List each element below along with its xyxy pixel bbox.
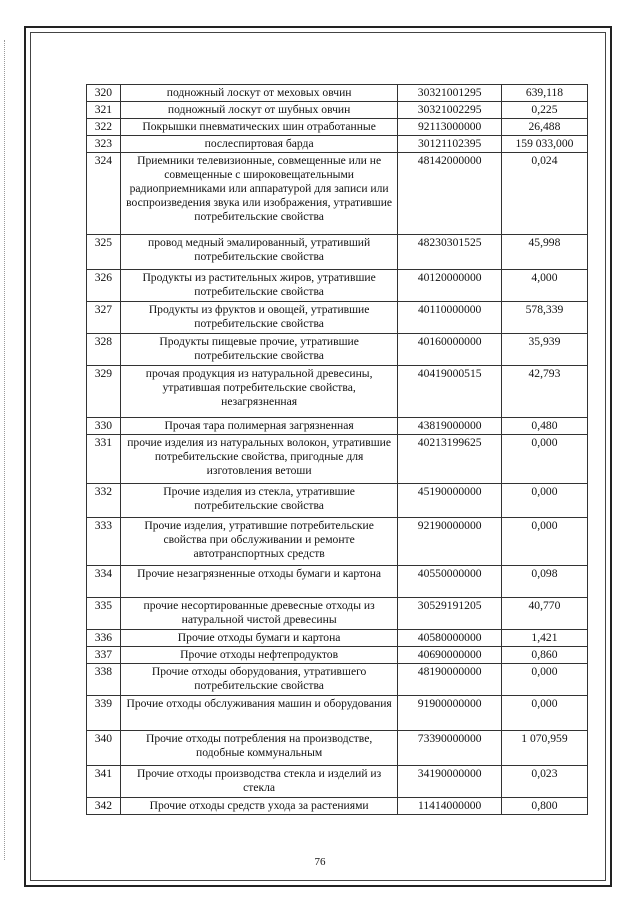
waste-name: Прочие отходы бумаги и картона <box>120 630 398 647</box>
waste-amount: 0,000 <box>501 484 587 518</box>
waste-amount: 42,793 <box>501 366 587 418</box>
waste-name: Прочие отходы средств ухода за растениями <box>120 798 398 815</box>
table-row <box>87 647 588 664</box>
row-number: 338 <box>87 664 121 696</box>
row-number: 339 <box>87 696 121 731</box>
waste-name: Прочие отходы нефтепродуктов <box>120 647 398 664</box>
table-row <box>87 418 588 435</box>
waste-code: 40110000000 <box>398 302 501 334</box>
waste-code: 73390000000 <box>398 731 501 766</box>
table-row <box>87 302 588 334</box>
waste-code: 48190000000 <box>398 664 501 696</box>
waste-name: Продукты из фруктов и овощей, утратившие потребительские свойства <box>120 302 398 334</box>
waste-amount: 159 033,000 <box>501 136 587 153</box>
waste-code: 34190000000 <box>398 766 501 798</box>
table-row <box>87 566 588 598</box>
waste-code: 30121102395 <box>398 136 501 153</box>
waste-amount: 0,098 <box>501 566 587 598</box>
waste-name: Прочие отходы производства стекла и изделий из стекла <box>120 766 398 798</box>
table-row <box>87 334 588 366</box>
waste-name: подножный лоскут от шубных овчин <box>120 102 398 119</box>
row-number: 336 <box>87 630 121 647</box>
table-row <box>87 435 588 484</box>
waste-amount: 4,000 <box>501 270 587 302</box>
table-row <box>87 102 588 119</box>
table-row <box>87 153 588 235</box>
waste-name: Прочие отходы потребления на производстве, подобные коммунальным <box>120 731 398 766</box>
row-number: 337 <box>87 647 121 664</box>
waste-name: Продукты из растительных жиров, утратившие потребительские свойства <box>120 270 398 302</box>
waste-name: подножный лоскут от меховых овчин <box>120 85 398 102</box>
waste-name: Прочие отходы обслуживания машин и оборудования <box>120 696 398 731</box>
row-number: 341 <box>87 766 121 798</box>
waste-code: 40213199625 <box>398 435 501 484</box>
row-number: 340 <box>87 731 121 766</box>
waste-table <box>86 84 588 815</box>
waste-name: Прочие изделия, утратившие потребительские свойства при обслуживании и ремонте автотранспортных средств <box>120 518 398 566</box>
waste-code: 40550000000 <box>398 566 501 598</box>
waste-name: прочие изделия из натуральных волокон, утратившие потребительские свойства, пригодные для изготовления ветоши <box>120 435 398 484</box>
binding-edge <box>4 40 8 860</box>
waste-name: Продукты пищевые прочие, утратившие потребительские свойства <box>120 334 398 366</box>
row-number: 328 <box>87 334 121 366</box>
waste-code: 92190000000 <box>398 518 501 566</box>
waste-code: 30321001295 <box>398 85 501 102</box>
table-row <box>87 136 588 153</box>
table-row <box>87 766 588 798</box>
waste-code: 40160000000 <box>398 334 501 366</box>
waste-name: Прочие незагрязненные отходы бумаги и картона <box>120 566 398 598</box>
waste-amount: 35,939 <box>501 334 587 366</box>
waste-amount: 0,024 <box>501 153 587 235</box>
waste-amount: 0,000 <box>501 696 587 731</box>
waste-amount: 0,000 <box>501 518 587 566</box>
waste-code: 40120000000 <box>398 270 501 302</box>
row-number: 324 <box>87 153 121 235</box>
row-number: 320 <box>87 85 121 102</box>
table-row <box>87 798 588 815</box>
waste-name: провод медный эмалированный, утративший потребительские свойства <box>120 235 398 270</box>
waste-code: 40690000000 <box>398 647 501 664</box>
waste-name: послеспиртовая барда <box>120 136 398 153</box>
waste-amount: 1,421 <box>501 630 587 647</box>
waste-name: Прочая тара полимерная загрязненная <box>120 418 398 435</box>
waste-amount: 0,480 <box>501 418 587 435</box>
table-row <box>87 731 588 766</box>
row-number: 332 <box>87 484 121 518</box>
waste-code: 40419000515 <box>398 366 501 418</box>
waste-name: Прочие отходы оборудования, утратившего потребительские свойства <box>120 664 398 696</box>
table-row <box>87 630 588 647</box>
waste-name: прочие несортированные древесные отходы из натуральной чистой древесины <box>120 598 398 630</box>
waste-code: 30529191205 <box>398 598 501 630</box>
waste-amount: 0,000 <box>501 664 587 696</box>
row-number: 333 <box>87 518 121 566</box>
row-number: 329 <box>87 366 121 418</box>
waste-amount: 45,998 <box>501 235 587 270</box>
row-number: 322 <box>87 119 121 136</box>
waste-amount: 0,023 <box>501 766 587 798</box>
row-number: 334 <box>87 566 121 598</box>
waste-code: 40580000000 <box>398 630 501 647</box>
waste-name: Приемники телевизионные, совмещенные или не совмещенные с широковещательными радиоприемниками или аппаратурой для записи или воспроизведения звука или изображения, утратившие потребительские свойства <box>120 153 398 235</box>
table-row <box>87 664 588 696</box>
waste-amount: 0,225 <box>501 102 587 119</box>
row-number: 323 <box>87 136 121 153</box>
waste-amount: 639,118 <box>501 85 587 102</box>
waste-amount: 1 070,959 <box>501 731 587 766</box>
table-row <box>87 85 588 102</box>
row-number: 331 <box>87 435 121 484</box>
row-number: 325 <box>87 235 121 270</box>
waste-amount: 26,488 <box>501 119 587 136</box>
waste-amount: 578,339 <box>501 302 587 334</box>
waste-code: 11414000000 <box>398 798 501 815</box>
page-number: 76 <box>314 856 326 868</box>
row-number: 330 <box>87 418 121 435</box>
waste-code: 92113000000 <box>398 119 501 136</box>
table-row <box>87 518 588 566</box>
waste-amount: 0,000 <box>501 435 587 484</box>
waste-name: Покрышки пневматических шин отработанные <box>120 119 398 136</box>
waste-amount: 0,800 <box>501 798 587 815</box>
table-row <box>87 598 588 630</box>
table-row <box>87 119 588 136</box>
waste-name: прочая продукция из натуральной древесины, утратившая потребительские свойства, незагрязненная <box>120 366 398 418</box>
waste-amount: 40,770 <box>501 598 587 630</box>
table-row <box>87 366 588 418</box>
waste-code: 30321002295 <box>398 102 501 119</box>
table-row <box>87 696 588 731</box>
waste-code: 48230301525 <box>398 235 501 270</box>
waste-code: 45190000000 <box>398 484 501 518</box>
table-row <box>87 484 588 518</box>
waste-name: Прочие изделия из стекла, утратившие потребительские свойства <box>120 484 398 518</box>
waste-code: 43819000000 <box>398 418 501 435</box>
row-number: 326 <box>87 270 121 302</box>
row-number: 321 <box>87 102 121 119</box>
waste-code: 91900000000 <box>398 696 501 731</box>
waste-table-body <box>87 85 588 815</box>
table-row <box>87 235 588 270</box>
waste-amount: 0,860 <box>501 647 587 664</box>
row-number: 327 <box>87 302 121 334</box>
row-number: 342 <box>87 798 121 815</box>
table-row <box>87 270 588 302</box>
waste-code: 48142000000 <box>398 153 501 235</box>
row-number: 335 <box>87 598 121 630</box>
